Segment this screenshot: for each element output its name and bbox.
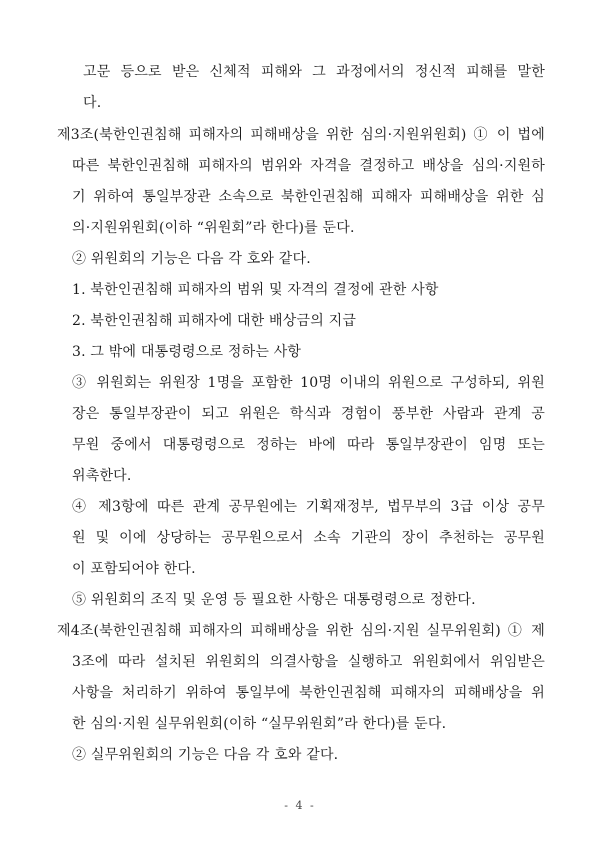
- text-line: 3. 그 밖에 대통령령으로 정하는 사항: [72, 344, 302, 360]
- text-line: 장은 통일부장관이 되고 위원은 학식과 경험이 풍부한 사람과 관계 공: [72, 406, 545, 422]
- text-line: 사항을 처리하기 위하여 통일부에 북한인권침해 피해자의 피해배상을 위: [72, 685, 545, 701]
- text-line: ② 실무위원회의 기능은 다음 각 호와 같다.: [72, 747, 339, 763]
- text-line: ② 위원회의 기능은 다음 각 호와 같다.: [72, 251, 311, 267]
- text-line: 제3조(북한인권침해 피해자의 피해배상을 위한 심의·지원위원회) ① 이 법에: [57, 127, 545, 143]
- text-line: ③ 위원회는 위원장 1명을 포함한 10명 이내의 위원으로 구성하되, 위원: [72, 375, 545, 391]
- text-line: 다.: [83, 95, 102, 111]
- text-line: 3조에 따라 설치된 위원회의 의결사항을 실행하고 위원회에서 위임받은: [72, 654, 545, 670]
- text-line: 기 위하여 통일부장관 소속으로 북한인권침해 피해자 피해배상을 위한 심: [72, 189, 545, 205]
- text-line: 한 심의·지원 실무위원회(이하 “실무위원회”라 한다)를 둔다.: [72, 716, 447, 732]
- text-line: 제4조(북한인권침해 피해자의 피해배상을 위한 심의·지원 실무위원회) ① 제: [57, 623, 545, 639]
- text-line: 이 포함되어야 한다.: [72, 561, 196, 577]
- text-line: ⑤ 위원회의 조직 및 운영 등 필요한 사항은 대통령령으로 정한다.: [72, 592, 476, 608]
- text-line: 2. 북한인권침해 피해자에 대한 배상금의 지급: [72, 313, 357, 329]
- text-line: 원 및 이에 상당하는 공무원으로서 소속 기관의 장이 추천하는 공무원: [72, 530, 545, 546]
- text-line: 고문 등으로 받은 신체적 피해와 그 과정에서의 정신적 피해를 말한: [83, 64, 545, 80]
- text-line: 위촉한다.: [72, 468, 132, 484]
- text-line: ④ 제3항에 따른 관계 공무원에는 기획재정부, 법무부의 3급 이상 공무: [72, 499, 545, 515]
- text-line: 의·지원위원회(이하 “위원회”라 한다)를 둔다.: [72, 220, 355, 236]
- text-line: 따른 북한인권침해 피해자의 범위와 자격을 결정하고 배상을 심의·지원하: [72, 158, 545, 174]
- text-line: 1. 북한인권침해 피해자의 범위 및 자격의 결정에 관한 사항: [72, 282, 439, 298]
- text-line: 무원 중에서 대통령령으로 정하는 바에 따라 통일부장관이 임명 또는: [72, 437, 545, 453]
- page-number: - 4 -: [284, 799, 316, 812]
